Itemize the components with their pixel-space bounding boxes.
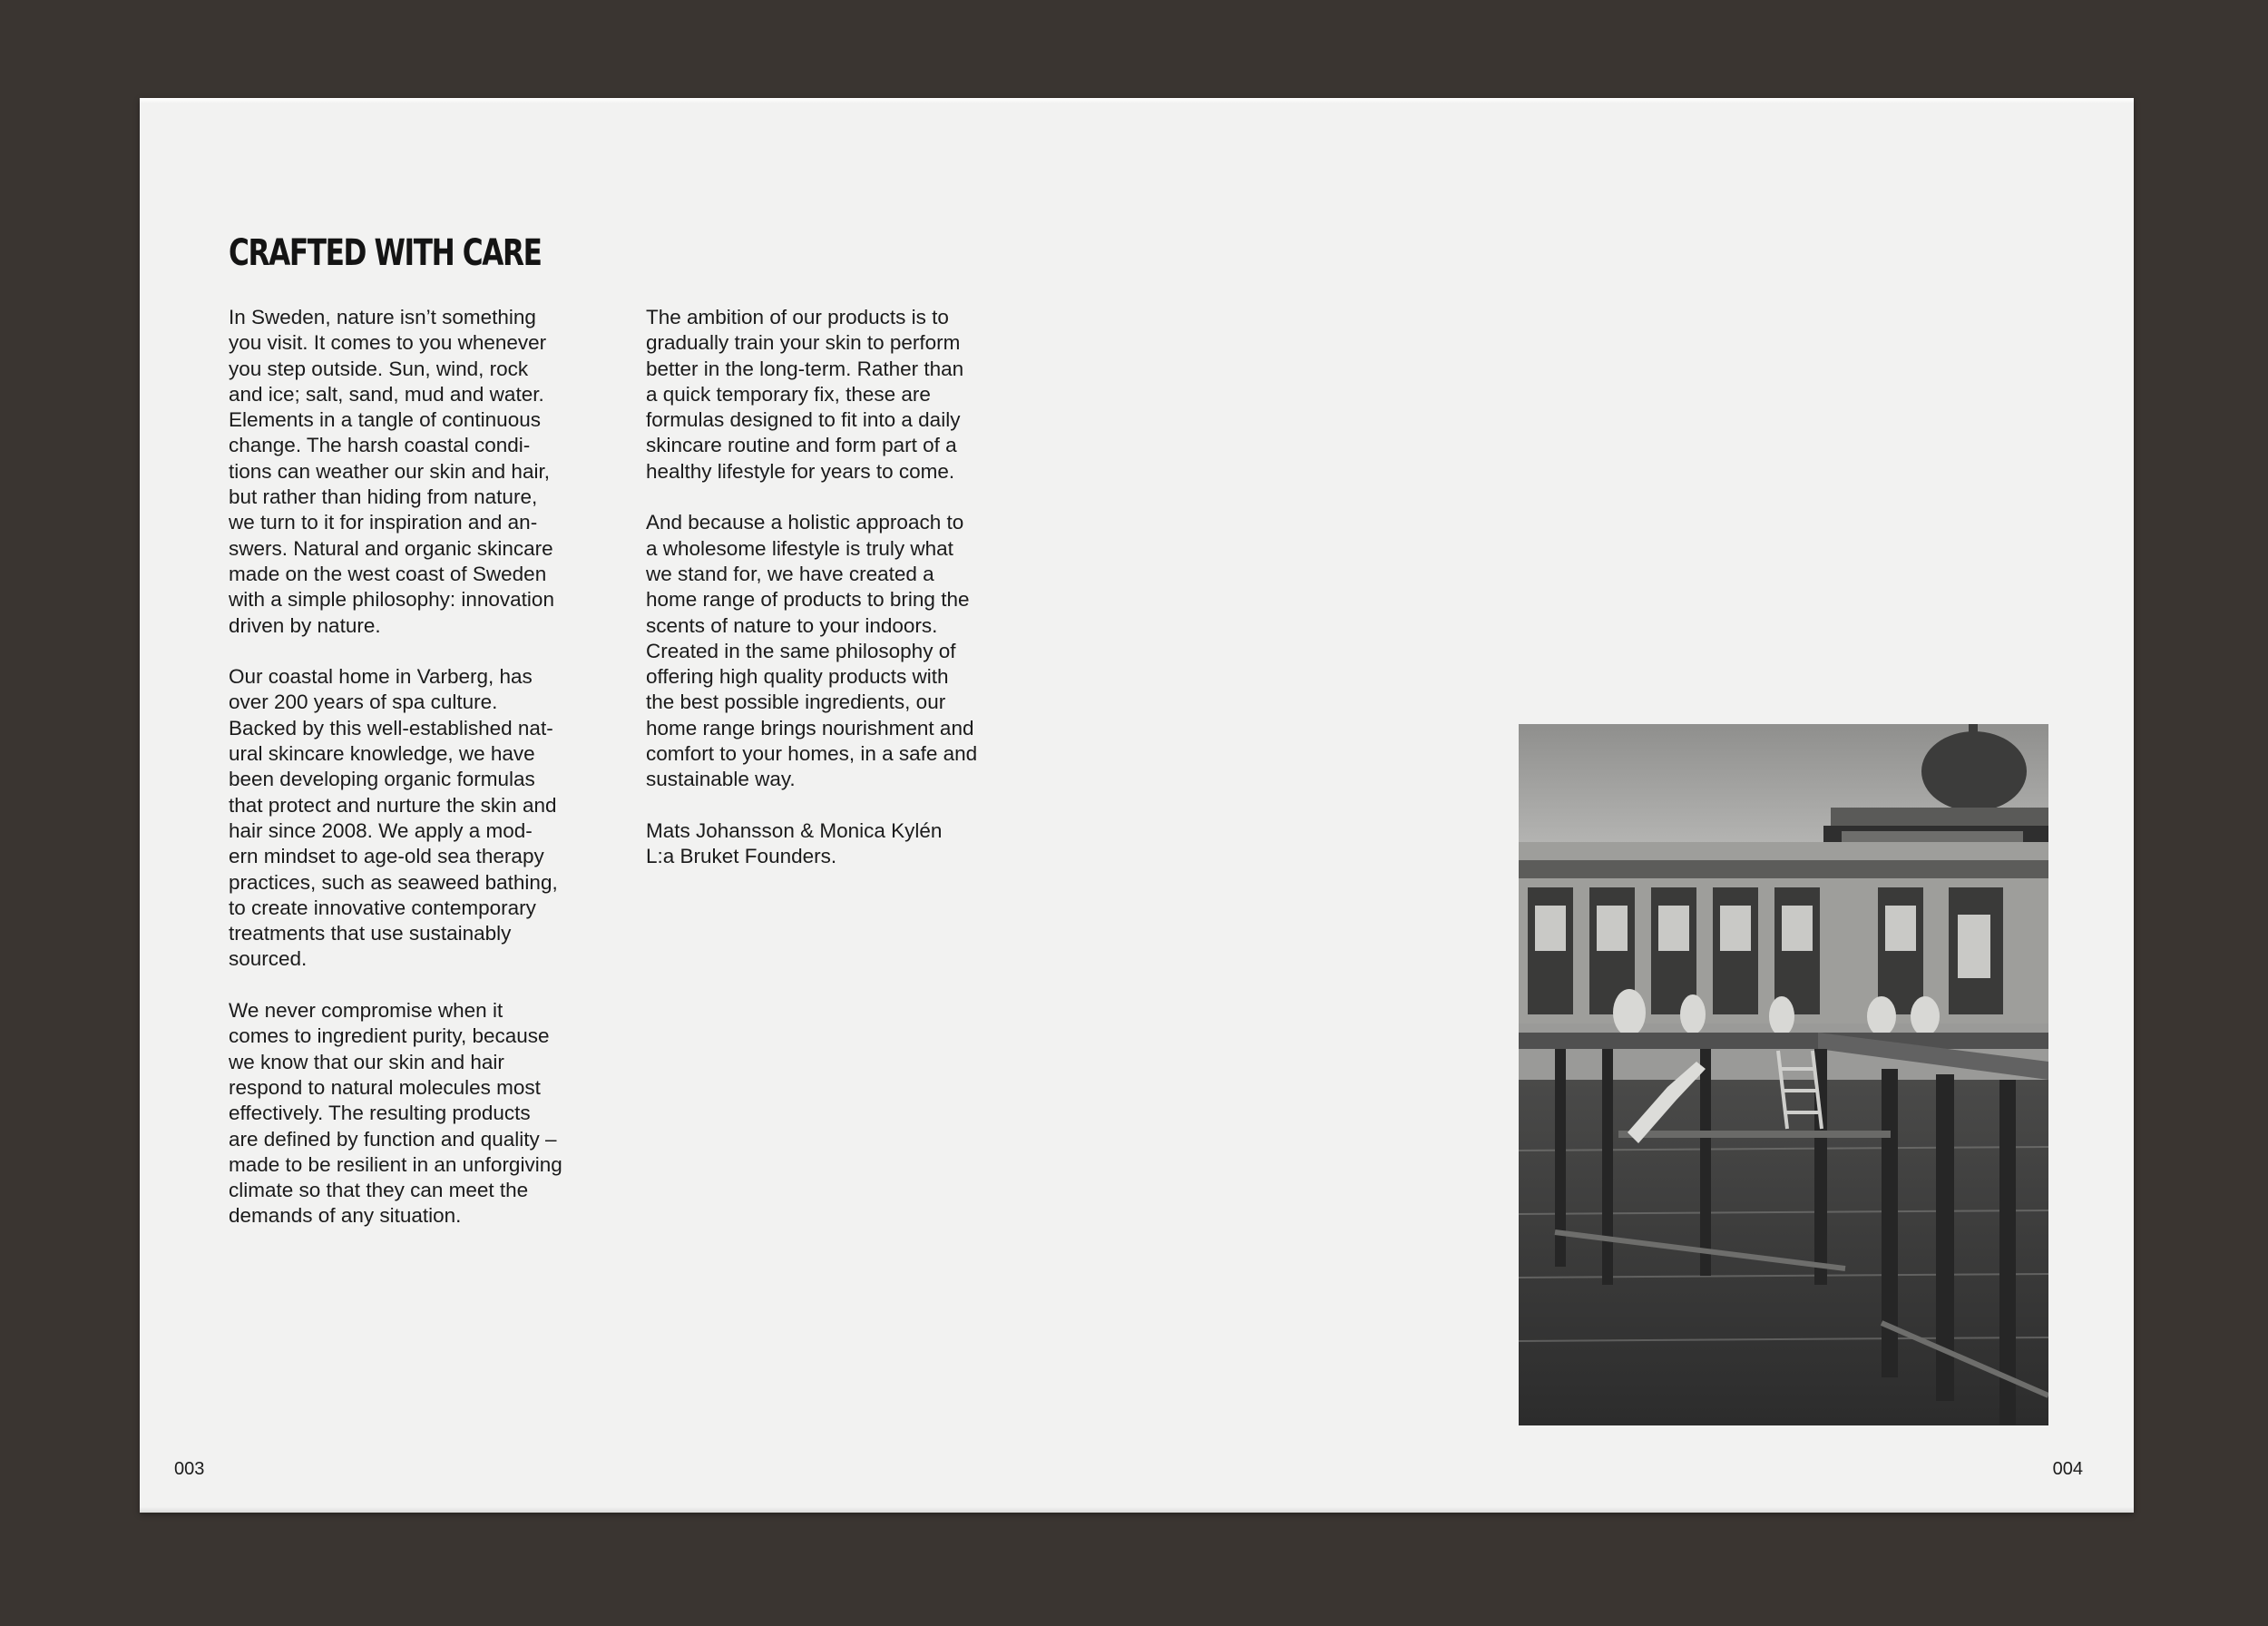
right-text-column [646,305,1018,870]
page-number-left: 003 [174,1459,205,1479]
magazine-spread [140,98,2134,1513]
page-heading: CRAFTED WITH CARE [229,232,542,274]
paragraph-nature: In Sweden, nature isn’t something you visit. It comes to you whenever you step outside. Sun, wind, rock and ice; salt, sand, mud and water. Elements in a tangle of continuous change. The harsh coastal condi- tions can weather our skin and hair, but rather than hiding from nature, we turn to it for inspiration and an- swers. Natural and organic skincare made on the west coast of Sweden with a simple philosophy: innovation driven by nature. [229,306,554,637]
paragraph-home-range: And because a holistic approach to a wholesome lifestyle is truly what we stand for, we have created a home range of products to bring the scents of nature to your indoors. Created in the same philosophy of offering high quality products with the best possible ingredients, our home range brings nourishment and comfort to your homes, in a safe and sustainable way. [646,511,978,791]
page-number-right: 004 [2052,1459,2083,1479]
bathhouse-photo [1519,724,2048,1425]
paragraph-purity: We never compromise when it comes to ingredient purity, because we know that our skin and hair respond to natural molecules most effectively. The resulting products are defined by function and quality – made to be resilient in an unforgiving climate so that they can meet the demands of any situation. [229,999,562,1228]
bathhouse-photo-illustration [1519,724,2048,1425]
paragraph-varberg: Our coastal home in Varberg, has over 200 years of spa culture. Backed by this well-established nat- ural skincare knowledge, we have been developing organic formulas that protect and nurture the skin and hair since 2008. We apply a mod- ern mindset to age-old sea therapy practices, such as seaweed bathing, to create innovative contemporary treatments that use sustainably sourced. [229,665,558,971]
paragraph-ambition: The ambition of our products is to gradually train your skin to perform better in the long-term. Rather than a quick temporary fix, these are formulas designed to fit into a daily skincare routine and form part of a healthy lifestyle for years to come. [646,306,964,483]
left-text-column [229,305,591,1255]
founders-signature: Mats Johansson & Monica Kylén L:a Bruket Founders. [646,818,943,868]
